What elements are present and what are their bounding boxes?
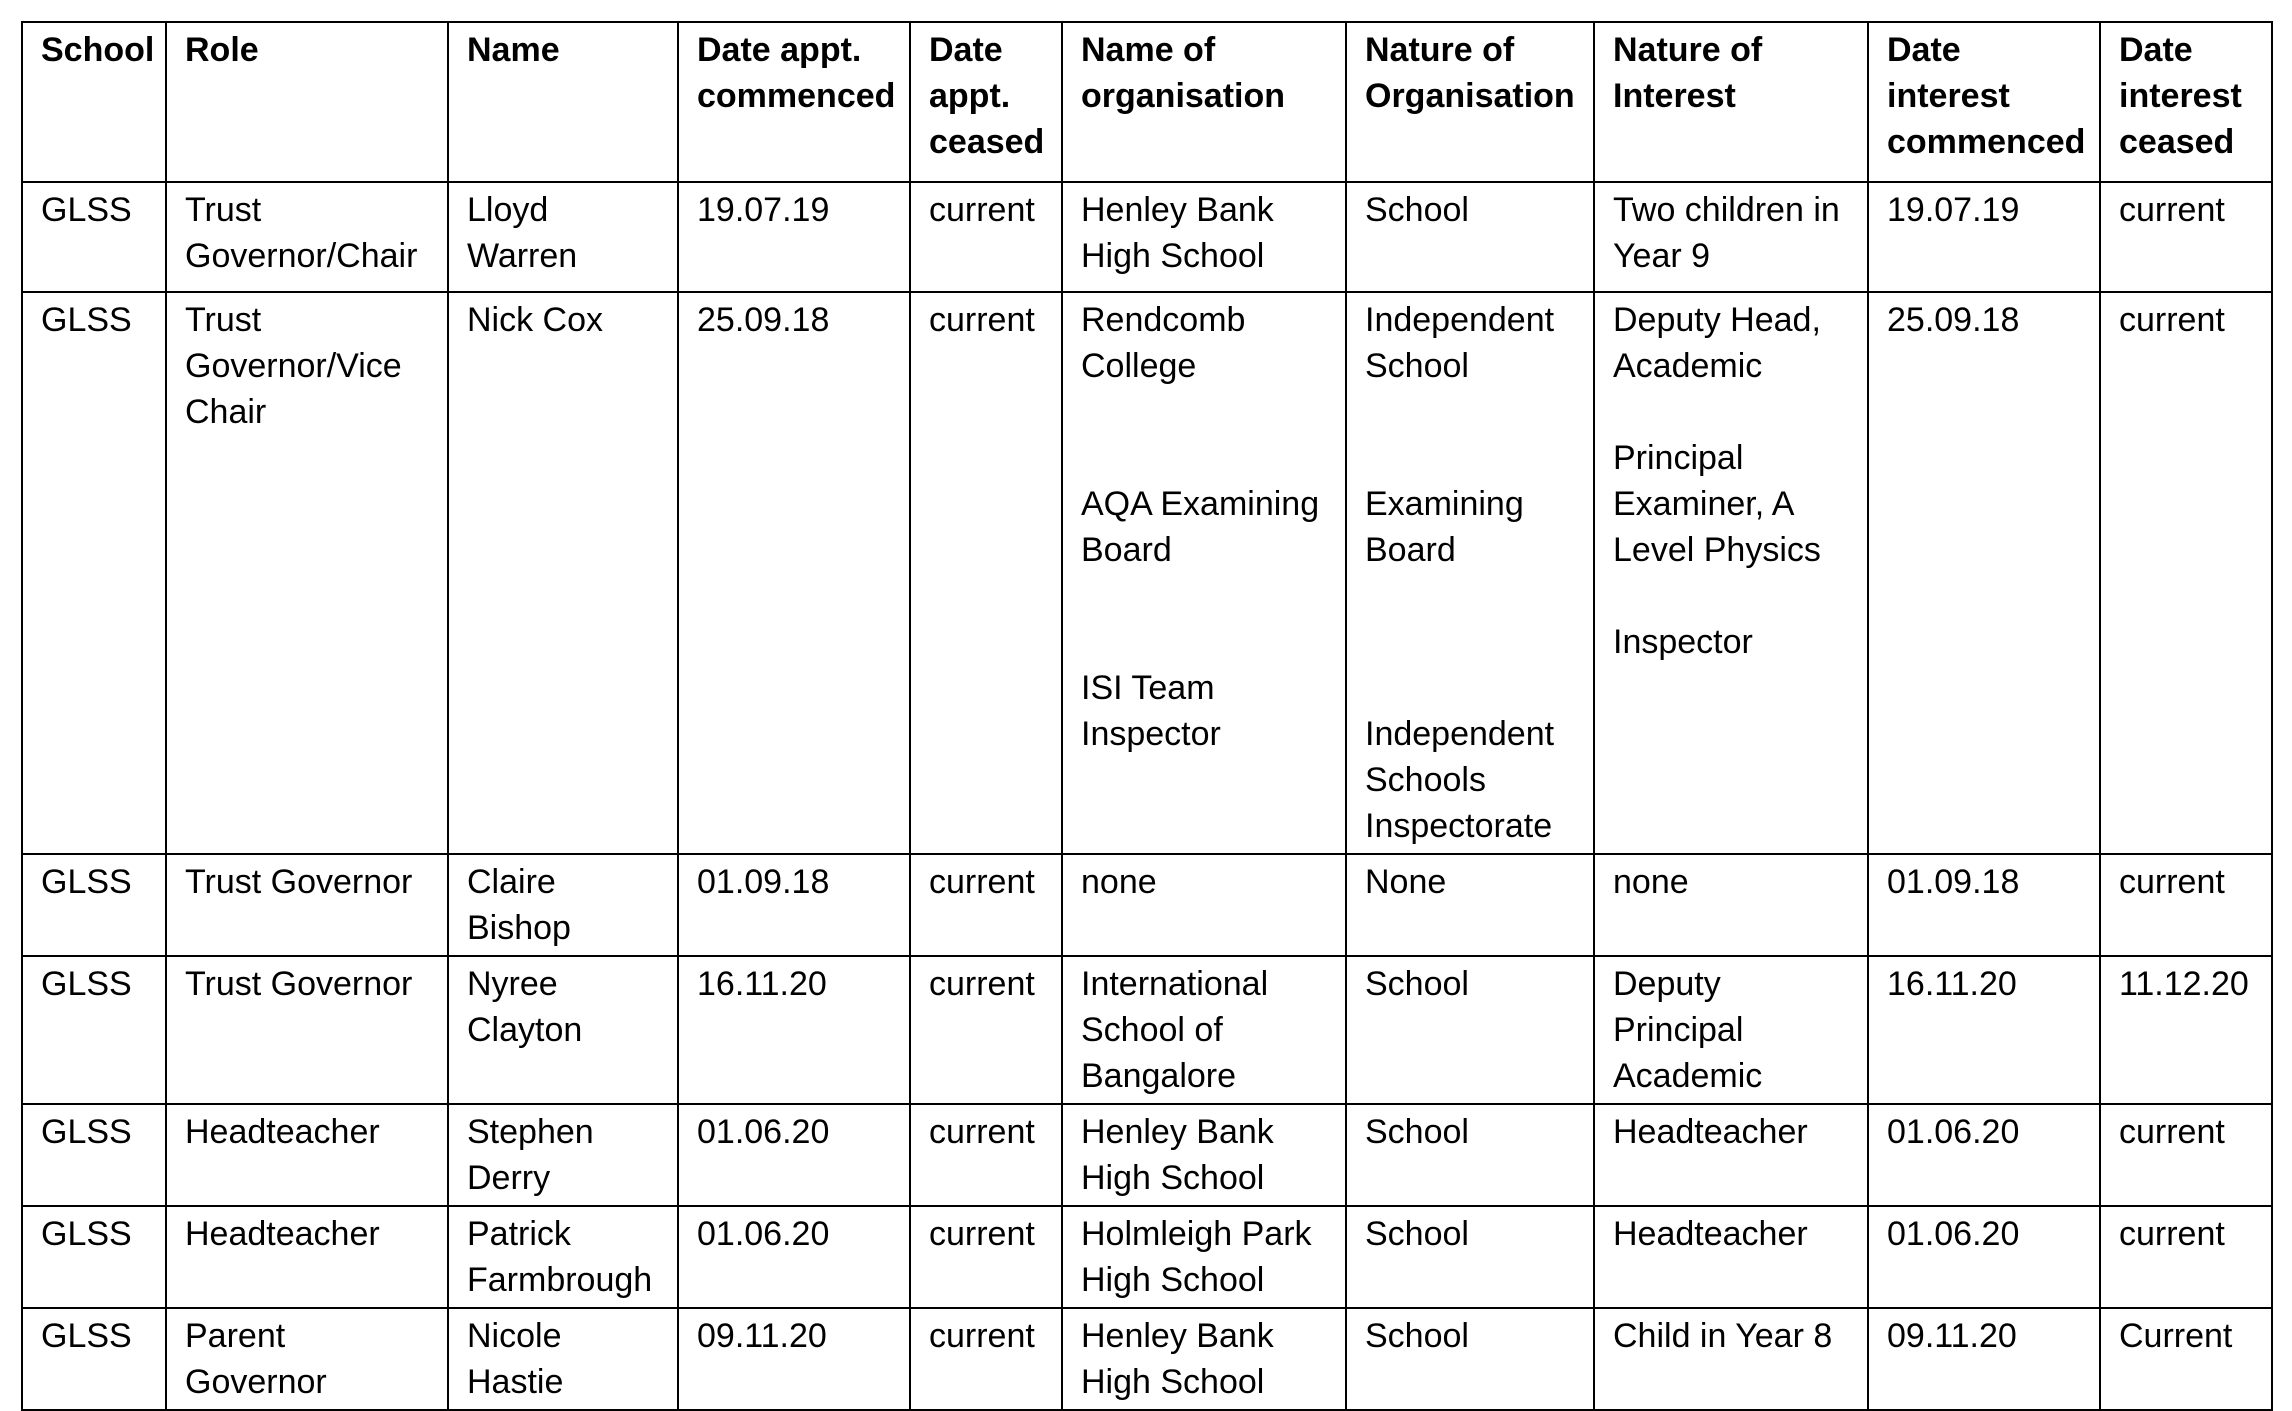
cell-nature-of-organisation: School [1346, 182, 1594, 292]
cell-name: Nyree Clayton [448, 956, 678, 1104]
cell-role: Trust Governor/Chair [166, 182, 448, 292]
header-nature-of-interest: Nature of Interest [1594, 22, 1868, 182]
cell-name: Nick Cox [448, 292, 678, 854]
cell-nature-of-interest: Two children in Year 9 [1594, 182, 1868, 292]
cell-nature-of-interest: Deputy Head, Academic Principal Examiner, A Level Physics Inspector [1594, 292, 1868, 854]
table-row [22, 956, 2272, 1104]
cell-nature-of-organisation: School [1346, 1308, 1594, 1410]
cell-organisation: none [1062, 854, 1346, 956]
cell-role: Trust Governor [166, 854, 448, 956]
cell-date-appt-ceased: current [910, 1206, 1062, 1308]
cell-date-interest-commenced: 19.07.19 [1868, 182, 2100, 292]
cell-nature-of-organisation: School [1346, 1104, 1594, 1206]
cell-school: GLSS [22, 854, 166, 956]
register-of-interests-table [21, 21, 2273, 1411]
cell-organisation: Henley Bank High School [1062, 182, 1346, 292]
cell-role: Trust Governor [166, 956, 448, 1104]
cell-nature-of-interest: none [1594, 854, 1868, 956]
header-nature-of-organisation: Nature of Organisation [1346, 22, 1594, 182]
cell-date-appt-commenced: 01.09.18 [678, 854, 910, 956]
cell-date-interest-commenced: 25.09.18 [1868, 292, 2100, 854]
cell-nature-of-interest: Child in Year 8 [1594, 1308, 1868, 1410]
cell-date-appt-ceased: current [910, 292, 1062, 854]
cell-nature-of-organisation: School [1346, 1206, 1594, 1308]
header-role: Role [166, 22, 448, 182]
table-row [22, 1104, 2272, 1206]
table-row [22, 1206, 2272, 1308]
cell-nature-of-organisation: Independent School Examining Board Independent Schools Inspectorate [1346, 292, 1594, 854]
cell-name: Stephen Derry [448, 1104, 678, 1206]
cell-date-interest-ceased: Current [2100, 1308, 2272, 1410]
cell-date-appt-ceased: current [910, 1308, 1062, 1410]
header-date-appt-commenced: Date appt. commenced [678, 22, 910, 182]
header-row [22, 22, 2272, 182]
header-school: School [22, 22, 166, 182]
header-date-appt-ceased: Date appt. ceased [910, 22, 1062, 182]
cell-nature-of-organisation: None [1346, 854, 1594, 956]
cell-organisation: Henley Bank High School [1062, 1104, 1346, 1206]
header-name: Name [448, 22, 678, 182]
cell-school: GLSS [22, 292, 166, 854]
cell-school: GLSS [22, 1206, 166, 1308]
cell-date-interest-ceased: current [2100, 292, 2272, 854]
cell-school: GLSS [22, 182, 166, 292]
cell-date-appt-commenced: 16.11.20 [678, 956, 910, 1104]
cell-date-appt-commenced: 19.07.19 [678, 182, 910, 292]
cell-date-interest-commenced: 16.11.20 [1868, 956, 2100, 1104]
cell-date-interest-ceased: current [2100, 1206, 2272, 1308]
cell-date-appt-commenced: 01.06.20 [678, 1206, 910, 1308]
cell-date-interest-commenced: 01.06.20 [1868, 1206, 2100, 1308]
cell-role: Parent Governor [166, 1308, 448, 1410]
cell-date-interest-commenced: 01.06.20 [1868, 1104, 2100, 1206]
cell-date-appt-ceased: current [910, 182, 1062, 292]
cell-organisation: Rendcomb College AQA Examining Board ISI Team Inspector [1062, 292, 1346, 854]
table-row [22, 1308, 2272, 1410]
table-row [22, 182, 2272, 292]
cell-role: Headteacher [166, 1104, 448, 1206]
cell-date-appt-ceased: current [910, 1104, 1062, 1206]
cell-nature-of-interest: Headteacher [1594, 1206, 1868, 1308]
cell-name: Patrick Farmbrough [448, 1206, 678, 1308]
cell-date-appt-commenced: 01.06.20 [678, 1104, 910, 1206]
cell-organisation: International School of Bangalore [1062, 956, 1346, 1104]
cell-name: Claire Bishop [448, 854, 678, 956]
cell-date-interest-ceased: 11.12.20 [2100, 956, 2272, 1104]
cell-school: GLSS [22, 1308, 166, 1410]
header-date-interest-commenced: Date interest commenced [1868, 22, 2100, 182]
cell-date-interest-commenced: 09.11.20 [1868, 1308, 2100, 1410]
cell-date-interest-ceased: current [2100, 1104, 2272, 1206]
cell-role: Headteacher [166, 1206, 448, 1308]
cell-nature-of-interest: Deputy Principal Academic [1594, 956, 1868, 1104]
table-row [22, 292, 2272, 854]
header-date-interest-ceased: Date interest ceased [2100, 22, 2272, 182]
cell-school: GLSS [22, 1104, 166, 1206]
cell-nature-of-organisation: School [1346, 956, 1594, 1104]
table-row [22, 854, 2272, 956]
cell-date-interest-ceased: current [2100, 854, 2272, 956]
cell-date-interest-commenced: 01.09.18 [1868, 854, 2100, 956]
cell-date-interest-ceased: current [2100, 182, 2272, 292]
cell-date-appt-ceased: current [910, 854, 1062, 956]
cell-organisation: Holmleigh Park High School [1062, 1206, 1346, 1308]
cell-name: Lloyd Warren [448, 182, 678, 292]
header-name-of-organisation: Name of organisation [1062, 22, 1346, 182]
cell-nature-of-interest: Headteacher [1594, 1104, 1868, 1206]
cell-organisation: Henley Bank High School [1062, 1308, 1346, 1410]
cell-school: GLSS [22, 956, 166, 1104]
cell-date-appt-commenced: 09.11.20 [678, 1308, 910, 1410]
cell-date-appt-commenced: 25.09.18 [678, 292, 910, 854]
cell-date-appt-ceased: current [910, 956, 1062, 1104]
cell-name: Nicole Hastie [448, 1308, 678, 1410]
cell-role: Trust Governor/Vice Chair [166, 292, 448, 854]
